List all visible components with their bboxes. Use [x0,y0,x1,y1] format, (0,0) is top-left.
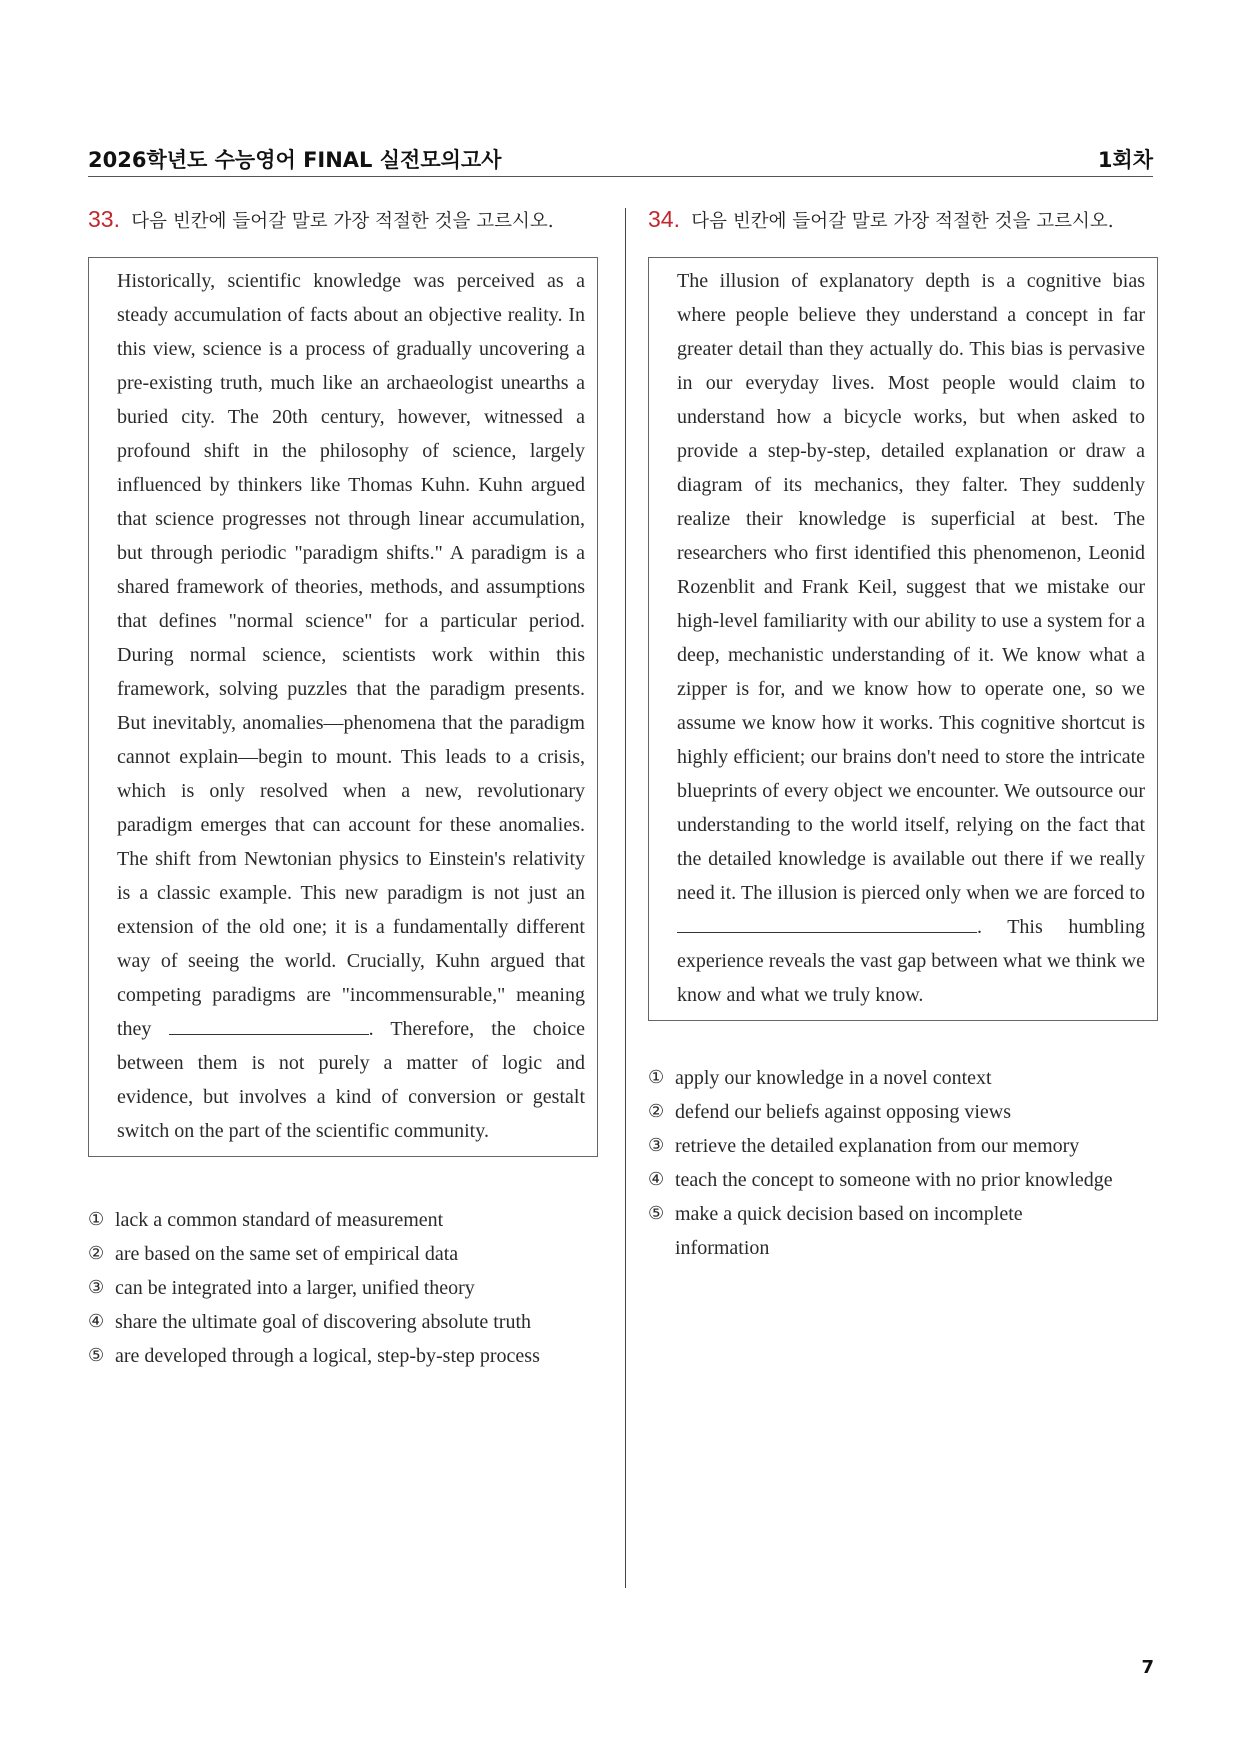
choice-3[interactable] [88,1271,598,1305]
question-number: 34. [648,206,680,232]
column-divider [625,208,626,1588]
passage-text [661,264,1145,1012]
choice-1[interactable] [648,1061,1188,1095]
choice-text: share the ultimate goal of discovering absolute truth [115,1311,531,1333]
choice-1[interactable] [88,1203,598,1237]
exam-session: 1회차 [1097,148,1153,172]
question-number: 33. [88,206,120,232]
choice-text: retrieve the detailed explanation from our memory [675,1135,1080,1157]
exam-title: 2026학년도 수능영어 FINAL 실전모의고사 [88,148,502,172]
choice-text: teach the concept to someone with no prior knowledge [675,1169,1113,1191]
choice-number: ② [88,1243,105,1264]
answer-blank [169,1012,369,1035]
page-number: 7 [1141,1657,1154,1678]
question-34 [648,206,1158,1265]
choice-text: are developed through a logical, step-by-step process [115,1345,540,1367]
choice-3[interactable] [648,1129,1188,1163]
passage-text-after-blank: . This humbling experience reveals the vast gap between what we think we know and what we truly know. [677,916,1145,1006]
choice-text: apply our knowledge in a novel context [675,1067,992,1089]
passage-text [101,264,585,1148]
question-header [648,206,1158,240]
answer-choices [648,1061,1188,1265]
passage-text-before-blank: The illusion of explanatory depth is a cognitive bias where people believe they understand a concept in far greater detail than they actually do. This bias is pervasive in our everyday lives. Most people would claim to understand how a bicycle works, but when asked to provide a step-by-step, detailed explanation or draw a diagram of its mechanics, they falter. They suddenly realize their knowledge is superficial at best. The researchers who first identified this phenomenon, Leonid Rozenblit and Frank Keil, suggest that we mistake our high-level familiarity with our ability to use a system for a deep, mechanistic understanding of it. We know what a zipper is for, and we know how to operate one, so we assume we know how it works. This cognitive shortcut is highly efficient; our brains don't need to store the intricate blueprints of every object we encounter. We outsource our understanding to the world itself, relying on the fact that the detailed knowledge is available out there if we really need it. The illusion is pierced only when we are forced to [677,270,1145,904]
choice-2[interactable] [648,1095,1188,1129]
choice-number: ① [88,1209,105,1230]
choice-number: ④ [648,1169,665,1190]
choice-5[interactable] [88,1339,598,1373]
choice-number: ⑤ [648,1203,665,1224]
choice-number: ③ [88,1277,105,1298]
passage-text-before-blank: Historically, scientific knowledge was perceived as a steady accumulation of facts about an objective reality. In this view, science is a process of gradually uncovering a pre-existing truth, much like an archaeologist unearths a buried city. The 20th century, however, witnessed a profound shift in the philosophy of science, largely influenced by thinkers like Thomas Kuhn. Kuhn argued that science progresses not through linear accumulation, but through periodic "paradigm shifts." A paradigm is a shared framework of theories, methods, and assumptions that defines "normal science" for a particular period. During normal science, scientists work within this framework, solving puzzles that the paradigm presents. But inevitably, anomalies—phenomena that the paradigm cannot explain—begin to mount. This leads to a crisis, which is only resolved when a new, revolutionary paradigm emerges that can account for these anomalies. The shift from Newtonian physics to Einstein's relativity is a classic example. This new paradigm is not just an extension of the old one; it is a fundamentally different way of seeing the world. Crucially, Kuhn argued that competing paradigms are "incommensurable," meaning they [117,270,585,1040]
question-instruction: 다음 빈칸에 들어갈 말로 가장 적절한 것을 고르시오. [691,211,1114,232]
choice-text: are based on the same set of empirical data [115,1243,459,1265]
choice-number: ④ [88,1311,105,1332]
question-header [88,206,598,240]
choice-text: can be integrated into a larger, unified theory [115,1277,475,1299]
choice-4[interactable] [88,1305,598,1339]
choice-number: ② [648,1101,665,1122]
answer-blank [677,910,977,933]
choice-number: ③ [648,1135,665,1156]
choice-number: ① [648,1067,665,1088]
choice-5[interactable] [648,1197,1068,1265]
question-33 [88,206,598,1373]
page-header [88,140,1153,177]
answer-choices [88,1203,598,1373]
choice-text: defend our beliefs against opposing views [675,1101,1012,1123]
question-instruction: 다음 빈칸에 들어갈 말로 가장 적절한 것을 고르시오. [131,211,554,232]
choice-text: make a quick decision based on incomplete information [675,1203,1023,1259]
choice-4[interactable] [648,1163,1188,1197]
choice-2[interactable] [88,1237,598,1271]
choice-number: ⑤ [88,1345,105,1366]
choice-text: lack a common standard of measurement [115,1209,444,1231]
reading-passage [88,257,598,1157]
reading-passage [648,257,1158,1021]
passage-text-after-blank: . Therefore, the choice between them is not purely a matter of logic and evidence, but involves a kind of conversion or gestalt switch on the part of the scientific community. [117,1018,586,1142]
